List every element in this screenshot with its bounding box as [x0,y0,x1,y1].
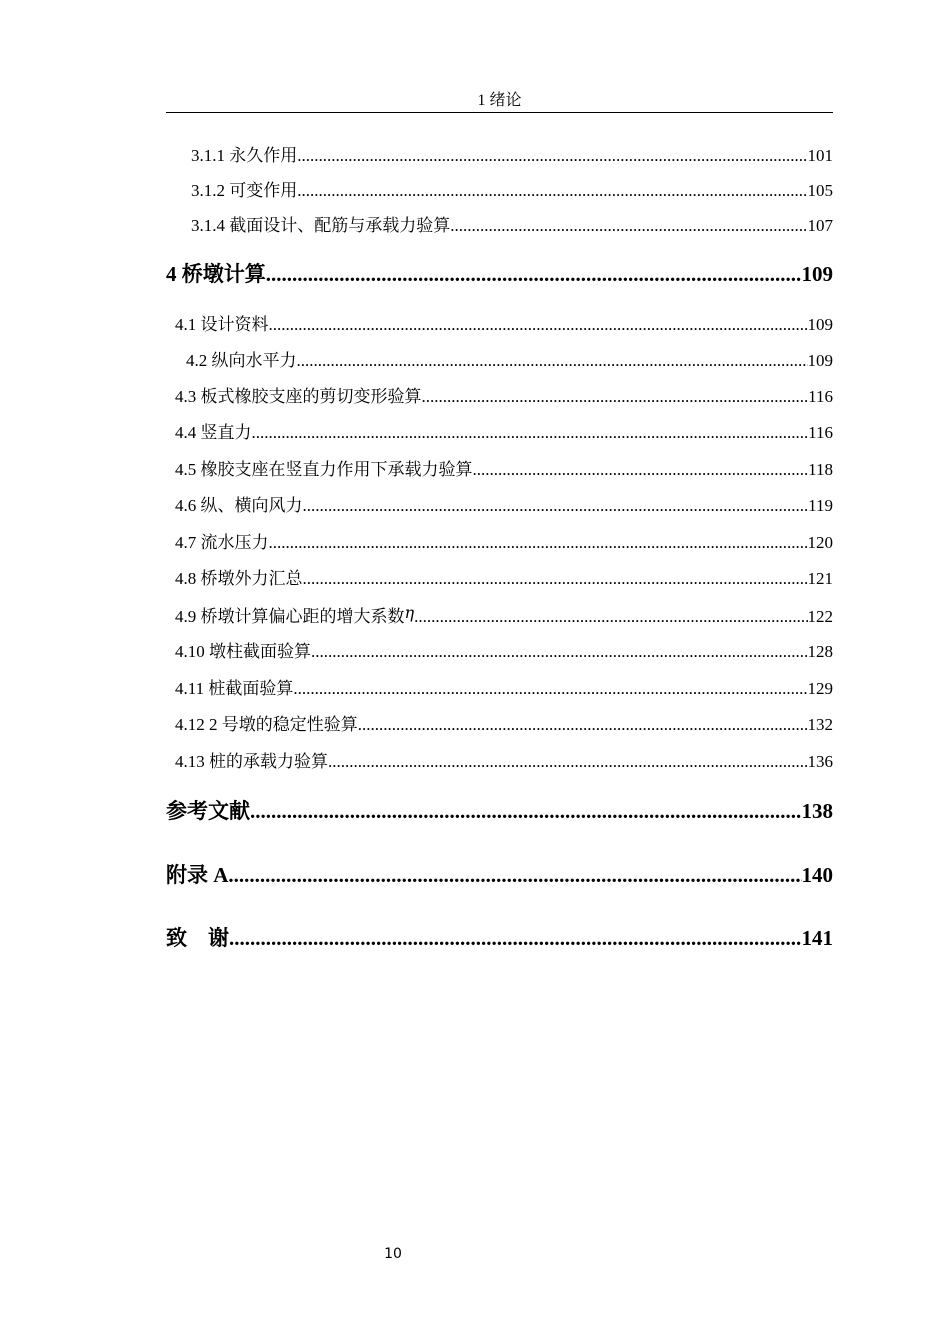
toc-entry-3-1-1[interactable] [191,145,833,167]
dot-leader [252,422,809,444]
toc-entry-label: 致 谢 [166,926,229,950]
toc-entry-page: 107 [807,216,833,235]
toc-entry-4-12[interactable] [175,714,833,736]
toc-entry-page: 136 [807,752,833,771]
toc-entry-4-3[interactable] [175,386,833,408]
toc-entry-page: 118 [808,460,833,479]
toc-entry-4-5[interactable] [175,459,833,481]
toc-entry-3-1-2[interactable] [191,180,833,202]
dot-leader [228,862,801,888]
dot-leader [358,714,808,736]
eta-symbol: η [404,606,415,622]
toc-entry-label: 附录 A [166,863,229,887]
dot-leader [297,180,807,202]
toc-appendix-a[interactable] [166,862,833,888]
toc-entry-page: 101 [807,146,833,165]
dot-leader [311,641,808,663]
toc-entry-page: 109 [801,262,833,286]
toc-entry-4-6[interactable] [175,495,833,517]
toc-entry-label: 4.7 流水压力 [175,533,269,552]
toc-entry-page: 116 [808,423,833,442]
toc-entry-page: 140 [801,863,833,887]
toc-entry-label: 3.1.2 可变作用 [191,181,298,200]
toc-entry-label: 4.2 纵向水平力 [186,351,297,370]
toc-entry-page: 109 [807,351,833,370]
dot-leader [450,215,807,237]
dot-leader [266,261,802,287]
toc-entry-label: 4.6 纵、横向风力 [175,496,303,515]
toc-entry-page: 128 [807,642,833,661]
toc-entry-label: 参考文献 [166,799,250,823]
dot-leader [303,568,808,590]
toc-entry-page: 121 [807,569,833,588]
dot-leader [293,678,807,700]
toc-entry-label: 4.12 2 号墩的稳定性验算 [175,715,358,734]
toc-entry-3-1-4[interactable] [191,215,833,237]
toc-entry-page: 109 [807,315,833,334]
toc-entry-page: 122 [807,607,833,626]
toc-entry-4-1[interactable] [175,314,833,336]
toc-entry-label: 4.5 橡胶支座在竖直力作用下承载力验算 [175,460,473,479]
toc-entry-4-2[interactable] [186,350,833,372]
toc-entry-page: 141 [801,926,833,950]
toc-acknowledgements[interactable] [166,925,833,951]
running-header-title: 1 绪论 [477,92,522,109]
toc-references[interactable] [166,798,833,824]
toc-entry-page: 138 [801,799,833,823]
toc-entry-4-11[interactable] [175,678,833,700]
toc-entry-label: 3.1.1 永久作用 [191,146,298,165]
dot-leader [414,606,807,628]
toc-entry-label: 4.1 设计资料 [175,315,269,334]
dot-leader [328,751,808,773]
toc-entry-page: 120 [807,533,833,552]
dot-leader [422,386,809,408]
toc-entry-page: 129 [807,679,833,698]
dot-leader [229,925,802,951]
toc-entry-label: 4.4 竖直力 [175,423,252,442]
toc-entry-label: 4 桥墩计算 [166,262,266,286]
dot-leader [269,314,808,336]
dot-leader [303,495,809,517]
toc-entry-label: 4.9 桥墩计算偏心距的增大系数 [175,607,405,626]
toc-entry-4-10[interactable] [175,641,833,663]
dot-leader [297,145,807,167]
toc-entry-label: 3.1.4 截面设计、配筋与承载力验算 [191,216,451,235]
dot-leader [473,459,809,481]
dot-leader [250,798,802,824]
toc-chapter-4[interactable] [166,261,833,287]
toc-entry-4-8[interactable] [175,568,833,590]
toc-entry-label: 4.8 桥墩外力汇总 [175,569,303,588]
toc-entry-4-9[interactable] [175,606,833,628]
toc-entry-page: 119 [808,496,833,515]
dot-leader [297,350,808,372]
toc-entry-4-4[interactable] [175,422,833,444]
toc-entry-label: 4.11 桩截面验算 [175,679,294,698]
toc-entry-4-13[interactable] [175,751,833,773]
toc-entry-label: 4.13 桩的承载力验算 [175,752,328,771]
table-of-contents [166,0,833,1000]
toc-entry-label: 4.3 板式橡胶支座的剪切变形验算 [175,387,422,406]
toc-entry-label: 4.10 墩柱截面验算 [175,642,311,661]
toc-entry-4-7[interactable] [175,532,833,554]
toc-entry-page: 116 [808,387,833,406]
toc-entry-page: 105 [807,181,833,200]
toc-entry-page: 132 [807,715,833,734]
page-number: 10 [384,1246,402,1262]
dot-leader [269,532,808,554]
